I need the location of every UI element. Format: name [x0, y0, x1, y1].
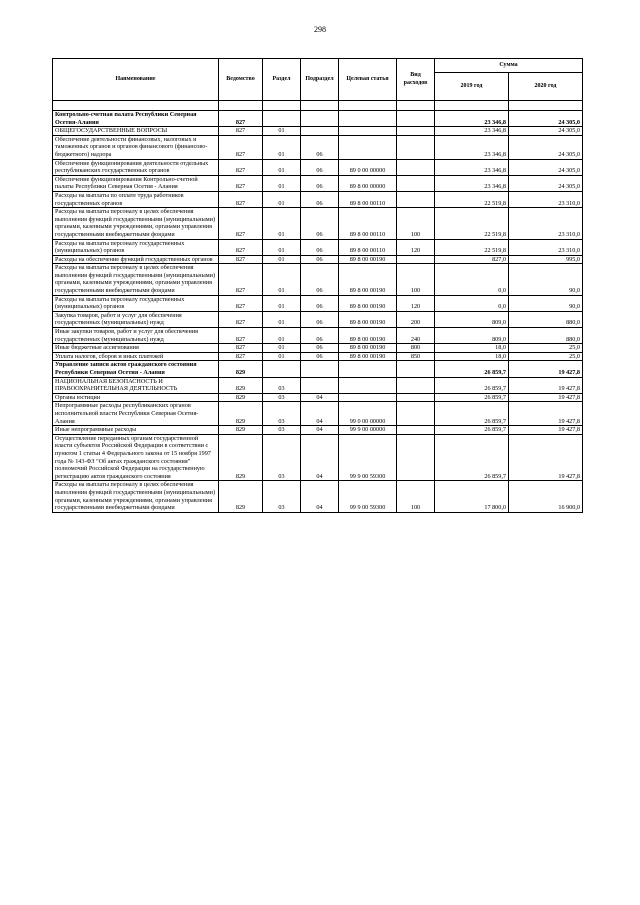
- cell-2019: 26 859,7: [435, 426, 509, 435]
- header-name: Наименование: [53, 59, 219, 101]
- cell-expense: 120: [397, 239, 435, 255]
- cell-ministry: 829: [219, 402, 263, 426]
- header-target: Целевая статья: [339, 59, 397, 101]
- cell-name: Непрограммные расходы республиканских органов исполнительной власти Республики Северная Осетия-Алания: [53, 402, 219, 426]
- cell-expense: 100: [397, 264, 435, 295]
- cell-ministry: 829: [219, 377, 263, 393]
- cell-2019: 18,0: [435, 352, 509, 361]
- cell-section: 01: [263, 264, 301, 295]
- cell-name: Иные закупки товаров, работ и услуг для обеспечения государственных (муниципальных) нужд: [53, 328, 219, 344]
- cell-name: Органы юстиции: [53, 393, 219, 402]
- cell-expense: 850: [397, 352, 435, 361]
- cell-ministry: 829: [219, 481, 263, 512]
- cell-ministry: 829: [219, 361, 263, 377]
- cell-2019: 26 859,7: [435, 393, 509, 402]
- cell-subsection: 04: [301, 393, 339, 402]
- cell-name: Контрольно-счетная палата Республики Северная Осетия-Алания: [53, 111, 219, 127]
- cell-2019: 26 859,7: [435, 434, 509, 481]
- table-row: [53, 255, 583, 264]
- cell-2020: 23 310,0: [509, 208, 583, 239]
- cell-section: 01: [263, 295, 301, 311]
- cell-ministry: 827: [219, 264, 263, 295]
- cell-ministry: 827: [219, 191, 263, 207]
- cell-2020: 24 305,0: [509, 159, 583, 175]
- cell-expense: [397, 111, 435, 127]
- cell-section: 01: [263, 135, 301, 159]
- cell-2019: 26 859,7: [435, 361, 509, 377]
- cell-2020: 90,0: [509, 264, 583, 295]
- table-row: [53, 481, 583, 512]
- cell-section: 01: [263, 159, 301, 175]
- cell-ministry: 827: [219, 295, 263, 311]
- cell-2019: 17 800,0: [435, 481, 509, 512]
- cell-section: 03: [263, 393, 301, 402]
- cell-target: 99 0 00 00000: [339, 402, 397, 426]
- table-row: [53, 159, 583, 175]
- cell-2019: 26 859,7: [435, 402, 509, 426]
- cell-name: Расходы на выплаты персоналу в целях обеспечения выполнения функций государственными (муниципальными) органами, казенными учреждениями, органами управления государственными внебюджетными фондами: [53, 481, 219, 512]
- cell-subsection: 06: [301, 264, 339, 295]
- cell-2020: 19 427,8: [509, 426, 583, 435]
- cell-target: 89 8 00 00190: [339, 295, 397, 311]
- table-row: [53, 361, 583, 377]
- cell-section: 01: [263, 311, 301, 327]
- cell-target: 99 9 00 59300: [339, 481, 397, 512]
- cell-ministry: 827: [219, 311, 263, 327]
- cell-ministry: 827: [219, 239, 263, 255]
- table-row: [53, 434, 583, 481]
- cell-2020: 23 310,0: [509, 191, 583, 207]
- cell-subsection: [301, 361, 339, 377]
- table-row: [53, 175, 583, 191]
- cell-target: [339, 361, 397, 377]
- cell-subsection: 04: [301, 481, 339, 512]
- cell-target: 99 9 00 00000: [339, 426, 397, 435]
- cell-target: [339, 377, 397, 393]
- cell-2020: 19 427,8: [509, 402, 583, 426]
- cell-name: Расходы на выплаты персоналу в целях обеспечения выполнения функций государственными (муниципальными) органами, казенными учреждениями, органами управления государственными внебюджетными фондами: [53, 208, 219, 239]
- cell-subsection: 06: [301, 255, 339, 264]
- cell-2020: 25,0: [509, 352, 583, 361]
- cell-section: 03: [263, 377, 301, 393]
- cell-ministry: 827: [219, 159, 263, 175]
- cell-section: 03: [263, 434, 301, 481]
- table-row: [53, 402, 583, 426]
- cell-name: Закупка товаров, работ и услуг для обеспечения государственных (муниципальных) нужд: [53, 311, 219, 327]
- table-row: [53, 311, 583, 327]
- cell-expense: [397, 127, 435, 136]
- cell-target: 89 8 00 00110: [339, 208, 397, 239]
- cell-name: Обеспечение деятельности финансовых, налоговых и таможенных органов и органов финансового (финансово-бюджетного) надзора: [53, 135, 219, 159]
- cell-expense: [397, 361, 435, 377]
- cell-target: [339, 135, 397, 159]
- cell-2020: 19 427,8: [509, 434, 583, 481]
- cell-section: 01: [263, 208, 301, 239]
- cell-section: 03: [263, 402, 301, 426]
- cell-subsection: [301, 127, 339, 136]
- cell-subsection: 06: [301, 311, 339, 327]
- cell-name: Уплата налогов, сборов и иных платежей: [53, 352, 219, 361]
- cell-2019: 23 346,8: [435, 159, 509, 175]
- cell-target: [339, 393, 397, 402]
- cell-2019: 809,0: [435, 311, 509, 327]
- cell-name: Обеспечение функционирования деятельности отдельных республиканских государственных органов: [53, 159, 219, 175]
- cell-2020: 880,0: [509, 311, 583, 327]
- cell-section: 01: [263, 344, 301, 353]
- cell-subsection: 06: [301, 159, 339, 175]
- cell-expense: 100: [397, 481, 435, 512]
- cell-expense: [397, 377, 435, 393]
- cell-subsection: [301, 111, 339, 127]
- cell-2020: 24 305,0: [509, 111, 583, 127]
- header-2020: 2020 год: [509, 73, 583, 101]
- cell-2020: 24 305,0: [509, 175, 583, 191]
- cell-2019: 18,0: [435, 344, 509, 353]
- cell-expense: [397, 426, 435, 435]
- cell-subsection: 06: [301, 175, 339, 191]
- cell-subsection: 06: [301, 135, 339, 159]
- cell-subsection: 06: [301, 328, 339, 344]
- cell-expense: [397, 255, 435, 264]
- cell-name: Управление записи актов гражданского состояния Республики Северная Осетия - Алания: [53, 361, 219, 377]
- cell-2020: 23 310,0: [509, 239, 583, 255]
- header-ministry: Ведомство: [219, 59, 263, 101]
- cell-expense: 100: [397, 208, 435, 239]
- cell-expense: [397, 175, 435, 191]
- cell-target: 89 8 00 00190: [339, 311, 397, 327]
- cell-expense: [397, 135, 435, 159]
- cell-subsection: 06: [301, 191, 339, 207]
- cell-2020: 19 427,8: [509, 361, 583, 377]
- table-row: [53, 352, 583, 361]
- cell-target: 89 0 00 00000: [339, 159, 397, 175]
- table-row: [53, 127, 583, 136]
- cell-section: 01: [263, 191, 301, 207]
- cell-name: Расходы на выплаты по оплате труда работников государственных органов: [53, 191, 219, 207]
- cell-subsection: 06: [301, 295, 339, 311]
- cell-ministry: 829: [219, 434, 263, 481]
- cell-2020: 19 427,8: [509, 377, 583, 393]
- page-number: 298: [314, 25, 326, 34]
- cell-2019: 23 346,8: [435, 175, 509, 191]
- cell-2019: 22 519,8: [435, 239, 509, 255]
- header-2019: 2019 год: [435, 73, 509, 101]
- cell-target: 89 8 00 00190: [339, 344, 397, 353]
- cell-target: [339, 127, 397, 136]
- cell-section: [263, 111, 301, 127]
- cell-ministry: 827: [219, 352, 263, 361]
- cell-name: Расходы на выплаты персоналу в целях обеспечения выполнения функций государственными (муниципальными) органами, казенными учреждениями, органами управления государственными внебюджетными фондами: [53, 264, 219, 295]
- table-row: [53, 135, 583, 159]
- cell-name: НАЦИОНАЛЬНАЯ БЕЗОПАСНОСТЬ И ПРАВООХРАНИТЕЛЬНАЯ ДЕЯТЕЛЬНОСТЬ: [53, 377, 219, 393]
- cell-2020: 995,0: [509, 255, 583, 264]
- cell-target: 89 8 00 00190: [339, 352, 397, 361]
- cell-ministry: 827: [219, 111, 263, 127]
- cell-ministry: 827: [219, 208, 263, 239]
- cell-2019: 827,0: [435, 255, 509, 264]
- cell-target: 89 8 00 00110: [339, 191, 397, 207]
- cell-target: 89 8 00 00190: [339, 255, 397, 264]
- cell-target: [339, 111, 397, 127]
- header-sum: Сумма: [435, 59, 583, 73]
- cell-section: 01: [263, 255, 301, 264]
- table-row: [53, 239, 583, 255]
- cell-ministry: 827: [219, 175, 263, 191]
- cell-section: 03: [263, 481, 301, 512]
- header-section: Раздел: [263, 59, 301, 101]
- cell-section: [263, 361, 301, 377]
- cell-name: ОБЩЕГОСУДАРСТВЕННЫЕ ВОПРОСЫ: [53, 127, 219, 136]
- cell-subsection: 06: [301, 344, 339, 353]
- cell-target: 89 8 00 00190: [339, 264, 397, 295]
- cell-subsection: 06: [301, 352, 339, 361]
- cell-target: 89 8 00 00190: [339, 328, 397, 344]
- cell-2020: 24 305,0: [509, 135, 583, 159]
- cell-name: Расходы на обеспечение функций государственных органов: [53, 255, 219, 264]
- cell-target: 89 8 00 00000: [339, 175, 397, 191]
- cell-expense: 200: [397, 311, 435, 327]
- cell-2019: 809,0: [435, 328, 509, 344]
- cell-section: 03: [263, 426, 301, 435]
- table-body: [53, 111, 583, 513]
- table-row: [53, 426, 583, 435]
- table-row: [53, 393, 583, 402]
- cell-section: 01: [263, 127, 301, 136]
- cell-2019: 23 346,8: [435, 111, 509, 127]
- cell-2020: 880,0: [509, 328, 583, 344]
- cell-name: Осуществление переданных органам государственной власти субъектов Российской Федерации в соответствии с пунктом 1 статьи 4 Федерального закона от 15 ноября 1997 года № 143-ФЗ "Об актах гражданского состояния" полномочий Российской Федерации на государственную регистрацию актов гражданского состояния: [53, 434, 219, 481]
- cell-expense: 120: [397, 295, 435, 311]
- table-row: [53, 328, 583, 344]
- cell-2020: 24 305,0: [509, 127, 583, 136]
- cell-2020: 16 900,0: [509, 481, 583, 512]
- cell-ministry: 829: [219, 393, 263, 402]
- cell-expense: 240: [397, 328, 435, 344]
- cell-ministry: 827: [219, 328, 263, 344]
- cell-expense: [397, 434, 435, 481]
- budget-table: [52, 58, 583, 513]
- cell-name: Иные бюджетные ассигнования: [53, 344, 219, 353]
- cell-target: 89 8 00 00110: [339, 239, 397, 255]
- cell-subsection: 04: [301, 426, 339, 435]
- table-row: [53, 111, 583, 127]
- cell-subsection: [301, 377, 339, 393]
- cell-2019: 0,0: [435, 264, 509, 295]
- cell-section: 01: [263, 239, 301, 255]
- cell-subsection: 04: [301, 402, 339, 426]
- cell-ministry: 827: [219, 127, 263, 136]
- cell-ministry: 827: [219, 135, 263, 159]
- cell-name: Обеспечение функционирования Контрольно-счетной палаты Республики Северная Осетия - Алания: [53, 175, 219, 191]
- cell-2019: 0,0: [435, 295, 509, 311]
- table-row: [53, 295, 583, 311]
- cell-subsection: 06: [301, 208, 339, 239]
- cell-2020: 90,0: [509, 295, 583, 311]
- cell-expense: [397, 393, 435, 402]
- table-row: [53, 208, 583, 239]
- cell-2020: 19 427,8: [509, 393, 583, 402]
- cell-name: Расходы на выплаты персоналу государственных (муниципальных) органов: [53, 239, 219, 255]
- cell-expense: [397, 159, 435, 175]
- cell-2019: 23 346,8: [435, 135, 509, 159]
- cell-target: 99 9 00 59300: [339, 434, 397, 481]
- cell-name: Иные непрограммные расходы: [53, 426, 219, 435]
- cell-section: 01: [263, 175, 301, 191]
- cell-expense: [397, 402, 435, 426]
- cell-subsection: 06: [301, 239, 339, 255]
- table-row: [53, 264, 583, 295]
- cell-ministry: 827: [219, 255, 263, 264]
- cell-expense: 800: [397, 344, 435, 353]
- table-row: [53, 344, 583, 353]
- cell-ministry: 827: [219, 344, 263, 353]
- cell-2019: 22 519,8: [435, 191, 509, 207]
- cell-section: 01: [263, 328, 301, 344]
- cell-name: Расходы на выплаты персоналу государственных (муниципальных) органов: [53, 295, 219, 311]
- header-expense: Вид расходов: [397, 59, 435, 101]
- cell-ministry: 829: [219, 426, 263, 435]
- cell-section: 01: [263, 352, 301, 361]
- cell-2019: 22 519,8: [435, 208, 509, 239]
- cell-subsection: 04: [301, 434, 339, 481]
- header-subsection: Подраздел: [301, 59, 339, 101]
- cell-2020: 25,0: [509, 344, 583, 353]
- table-row: [53, 377, 583, 393]
- cell-expense: [397, 191, 435, 207]
- cell-2019: 26 859,7: [435, 377, 509, 393]
- cell-2019: 23 346,8: [435, 127, 509, 136]
- table-row: [53, 191, 583, 207]
